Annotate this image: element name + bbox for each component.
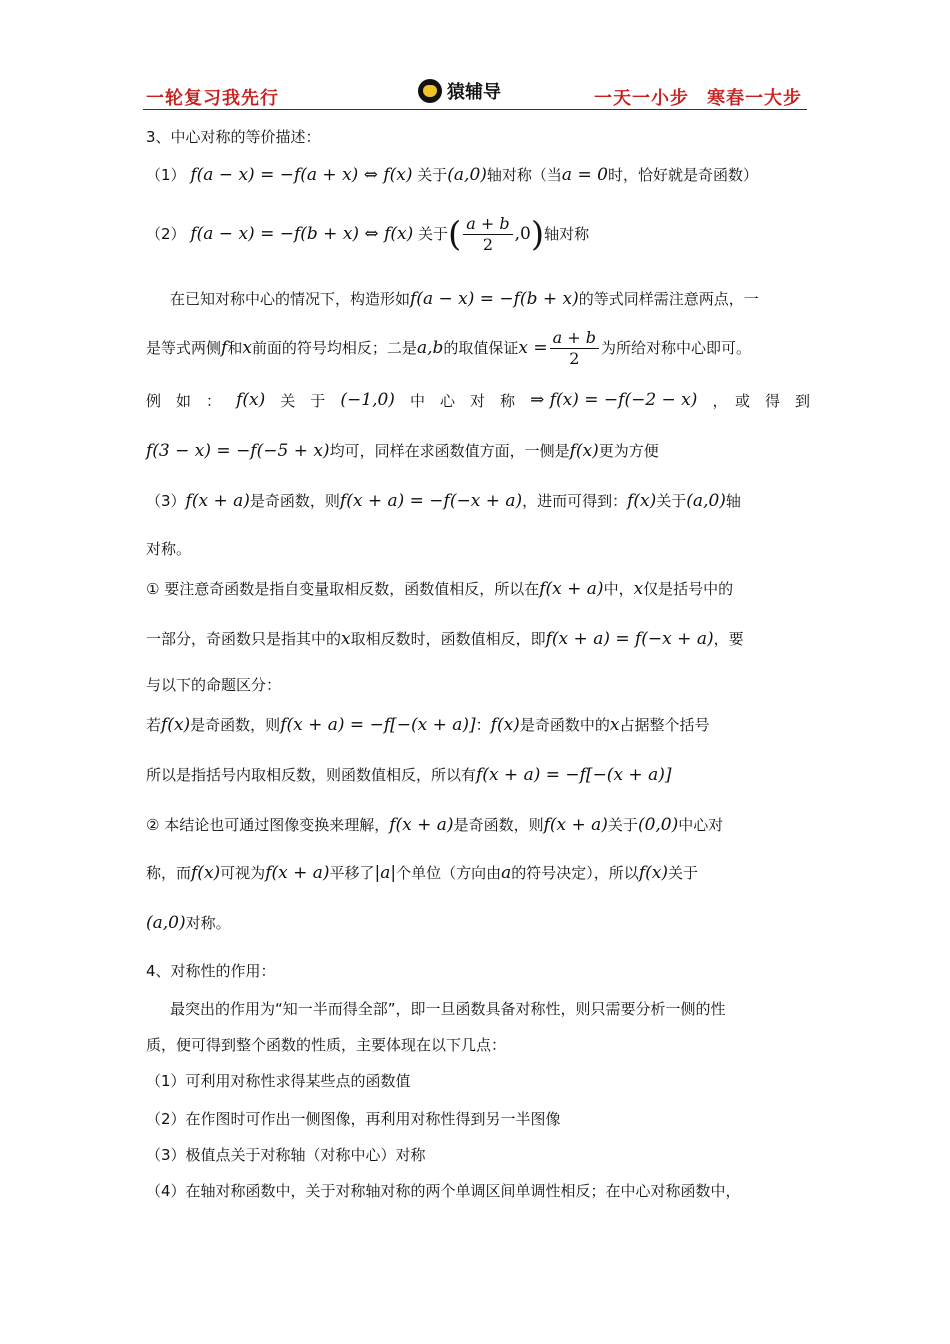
formula: f(x + a) = −f[−(x + a)]	[280, 715, 476, 735]
formula: f(a − x) = −f(b + x)	[410, 289, 579, 309]
numerator: a + b	[463, 214, 512, 235]
formula: f(a − x) = −f(a + x) ⇔ f(x)	[190, 165, 413, 185]
text: 取相反数时，函数值相反，即	[350, 630, 546, 648]
text: 轴对称（当	[486, 166, 562, 184]
item-label: （1）	[146, 166, 186, 184]
list-item	[146, 1144, 426, 1165]
header-right-slogan	[576, 84, 802, 110]
formula: f(x + a)	[265, 863, 330, 883]
note1-line	[146, 578, 733, 599]
formula: f(x)	[569, 441, 599, 461]
text: ① 要注意奇函数是指自变量取相反数，函数值相反，所以在	[146, 580, 540, 598]
text: 对称。	[185, 914, 231, 932]
formula: a	[501, 863, 512, 883]
section-title: 4、对称性的作用：	[146, 962, 276, 980]
formula: f(x)	[236, 390, 266, 410]
formula: f(x + a)	[185, 491, 250, 511]
fraction	[550, 328, 599, 369]
section4-para-1	[170, 998, 726, 1019]
monkey-logo-icon	[418, 79, 442, 103]
right-slogan-1: 一天一小步	[594, 88, 689, 109]
text: 关于	[418, 225, 449, 243]
text: 最突出的作用为“知一半而得全部”，即一旦函数具备对称性，则只需要分析一侧的性	[170, 1000, 726, 1018]
paren-close: )	[530, 214, 545, 255]
text: 和	[227, 339, 243, 357]
formula: |a|	[374, 863, 397, 883]
text: 关于	[656, 492, 687, 510]
note2-line	[146, 814, 723, 835]
example-line	[146, 390, 810, 411]
text: 是奇函数，则	[190, 716, 281, 734]
formula: x	[341, 629, 351, 649]
formula: f(3 − x) = −f(−5 + x)	[146, 441, 330, 461]
item1-line	[146, 164, 758, 185]
para2-line	[146, 328, 751, 369]
formula: ,0	[514, 224, 531, 244]
text: 为所给对称中心即可。	[600, 339, 751, 357]
formula: ⇒ f(x) = −f(−2 − x)	[530, 390, 698, 410]
section-title: 3、中心对称的等价描述：	[146, 128, 321, 146]
text: 是奇函数，则	[249, 492, 340, 510]
item3-line	[146, 490, 741, 511]
note1-line-2	[146, 628, 744, 649]
list-item	[146, 1108, 561, 1129]
text: 关于	[607, 816, 638, 834]
text: 关于	[417, 166, 448, 184]
paren-open: (	[448, 214, 462, 255]
logo-text: 猿辅导	[447, 82, 501, 103]
text: 是奇函数，则	[453, 816, 544, 834]
denominator: 2	[569, 349, 580, 368]
text: 前面的符号均相反；二是	[251, 339, 417, 357]
section4-para-2	[146, 1034, 506, 1055]
brand-logo	[418, 78, 501, 104]
text: 的符号决定），所以	[511, 864, 639, 882]
formula: a,b	[416, 338, 444, 358]
text: 时，恰好就是奇函数）	[607, 166, 758, 184]
formula: x	[609, 715, 620, 735]
list-item-text: （4）在轴对称函数中，关于对称轴对称的两个单调区间单调性相反；在中心对称函数中，	[146, 1182, 741, 1200]
formula: f(a − x) = −f(b + x) ⇔ f(x)	[190, 224, 414, 244]
list-item-text: （1）可利用对称性求得某些点的函数值	[146, 1072, 411, 1090]
numerator: a + b	[550, 328, 599, 349]
text: 一部分，奇函数只是指其中的	[146, 630, 342, 648]
text: 的等式同样需注意两点，一	[578, 290, 759, 308]
formula: f(x)	[627, 491, 657, 511]
list-item	[146, 1180, 741, 1201]
formula: f(x)	[161, 715, 191, 735]
text: 对称。	[146, 540, 192, 558]
formula: f(x)	[490, 715, 520, 735]
text: 与以下的命题区分：	[146, 676, 282, 694]
text: 称，而	[146, 864, 192, 882]
text: 仅是括号中的	[643, 580, 734, 598]
text: 是奇函数中的	[519, 716, 610, 734]
formula: f(x + a)	[539, 579, 604, 599]
formula: f	[221, 338, 228, 358]
text: 关 于	[280, 392, 326, 410]
formula: (a,0)	[146, 913, 186, 933]
denominator: 2	[482, 235, 494, 254]
item2-line	[146, 214, 589, 255]
text: 可视为	[220, 864, 266, 882]
formula: f(x + a)	[389, 815, 454, 835]
text: 关于	[667, 864, 698, 882]
note2-line-3	[146, 912, 231, 933]
item3-line-2	[146, 538, 191, 559]
text: 所以是指括号内取相反数，则函数值相反，所以有	[146, 766, 477, 784]
formula: f(x + a) = f(−x + a)	[545, 629, 714, 649]
text: ， 或 得 到	[712, 392, 810, 410]
text: ② 本结论也可通过图像变换来理解，	[146, 816, 390, 834]
section4-title	[146, 960, 276, 981]
formula: f(x)	[638, 863, 668, 883]
page-header	[0, 78, 950, 112]
text: 轴	[725, 492, 741, 510]
right-slogan-2: 寒春一大步	[707, 88, 802, 109]
list-item-text: （2）在作图时可作出一侧图像，再利用对称性得到另一半图像	[146, 1110, 561, 1128]
formula: a = 0	[561, 165, 608, 185]
text: ，要	[713, 630, 744, 648]
text: 在已知对称中心的情况下，构造形如	[170, 290, 411, 308]
text: 中心对	[678, 816, 724, 834]
section3-title	[146, 126, 321, 147]
item-label: （3）	[146, 492, 186, 510]
item-label: （2）	[146, 225, 186, 243]
text: 平移了	[329, 864, 375, 882]
note2-line-2	[146, 862, 698, 883]
ruo-line-2	[146, 764, 671, 785]
formula: x	[633, 579, 644, 599]
formula: (−1,0)	[340, 390, 395, 410]
text: 若	[146, 716, 162, 734]
para1-line	[170, 288, 759, 309]
text: ，进而可得到：	[522, 492, 628, 510]
text: 均可，同样在求函数值方面，一侧是	[329, 442, 570, 460]
formula: f(x + a) = −f[−(x + a)]	[476, 765, 672, 785]
formula: (a,0)	[447, 165, 487, 185]
formula: x	[242, 338, 252, 358]
formula: (a,0)	[686, 491, 726, 511]
formula: f(x + a) = −f(−x + a)	[339, 491, 523, 511]
text: 是等式两侧	[146, 339, 222, 357]
text: 中 心 对 称	[409, 392, 515, 410]
header-left-slogan: 一轮复习我先行	[146, 88, 279, 109]
formula: x =	[518, 338, 548, 358]
text: 轴对称	[544, 225, 590, 243]
text: 质，便可得到整个函数的性质，主要体现在以下几点：	[146, 1036, 507, 1054]
formula: f(x)	[191, 863, 221, 883]
header-divider	[143, 109, 807, 110]
text: 占据整个括号	[619, 716, 710, 734]
ruo-line	[146, 714, 709, 735]
list-item-text: （3）极值点关于对称轴（对称中心）对称	[146, 1146, 426, 1164]
formula: (0,0)	[637, 815, 679, 835]
list-item	[146, 1070, 411, 1091]
text: 的取值保证	[443, 339, 519, 357]
note1-line-3	[146, 674, 281, 695]
text: ：	[475, 716, 491, 734]
text: 更为方便	[598, 442, 659, 460]
text: 个单位（方向由	[396, 864, 502, 882]
fraction	[463, 214, 512, 255]
formula: f(x + a)	[543, 815, 608, 835]
example2-line	[146, 440, 659, 461]
text: 例 如 ：	[146, 392, 222, 410]
text: 中，	[603, 580, 634, 598]
